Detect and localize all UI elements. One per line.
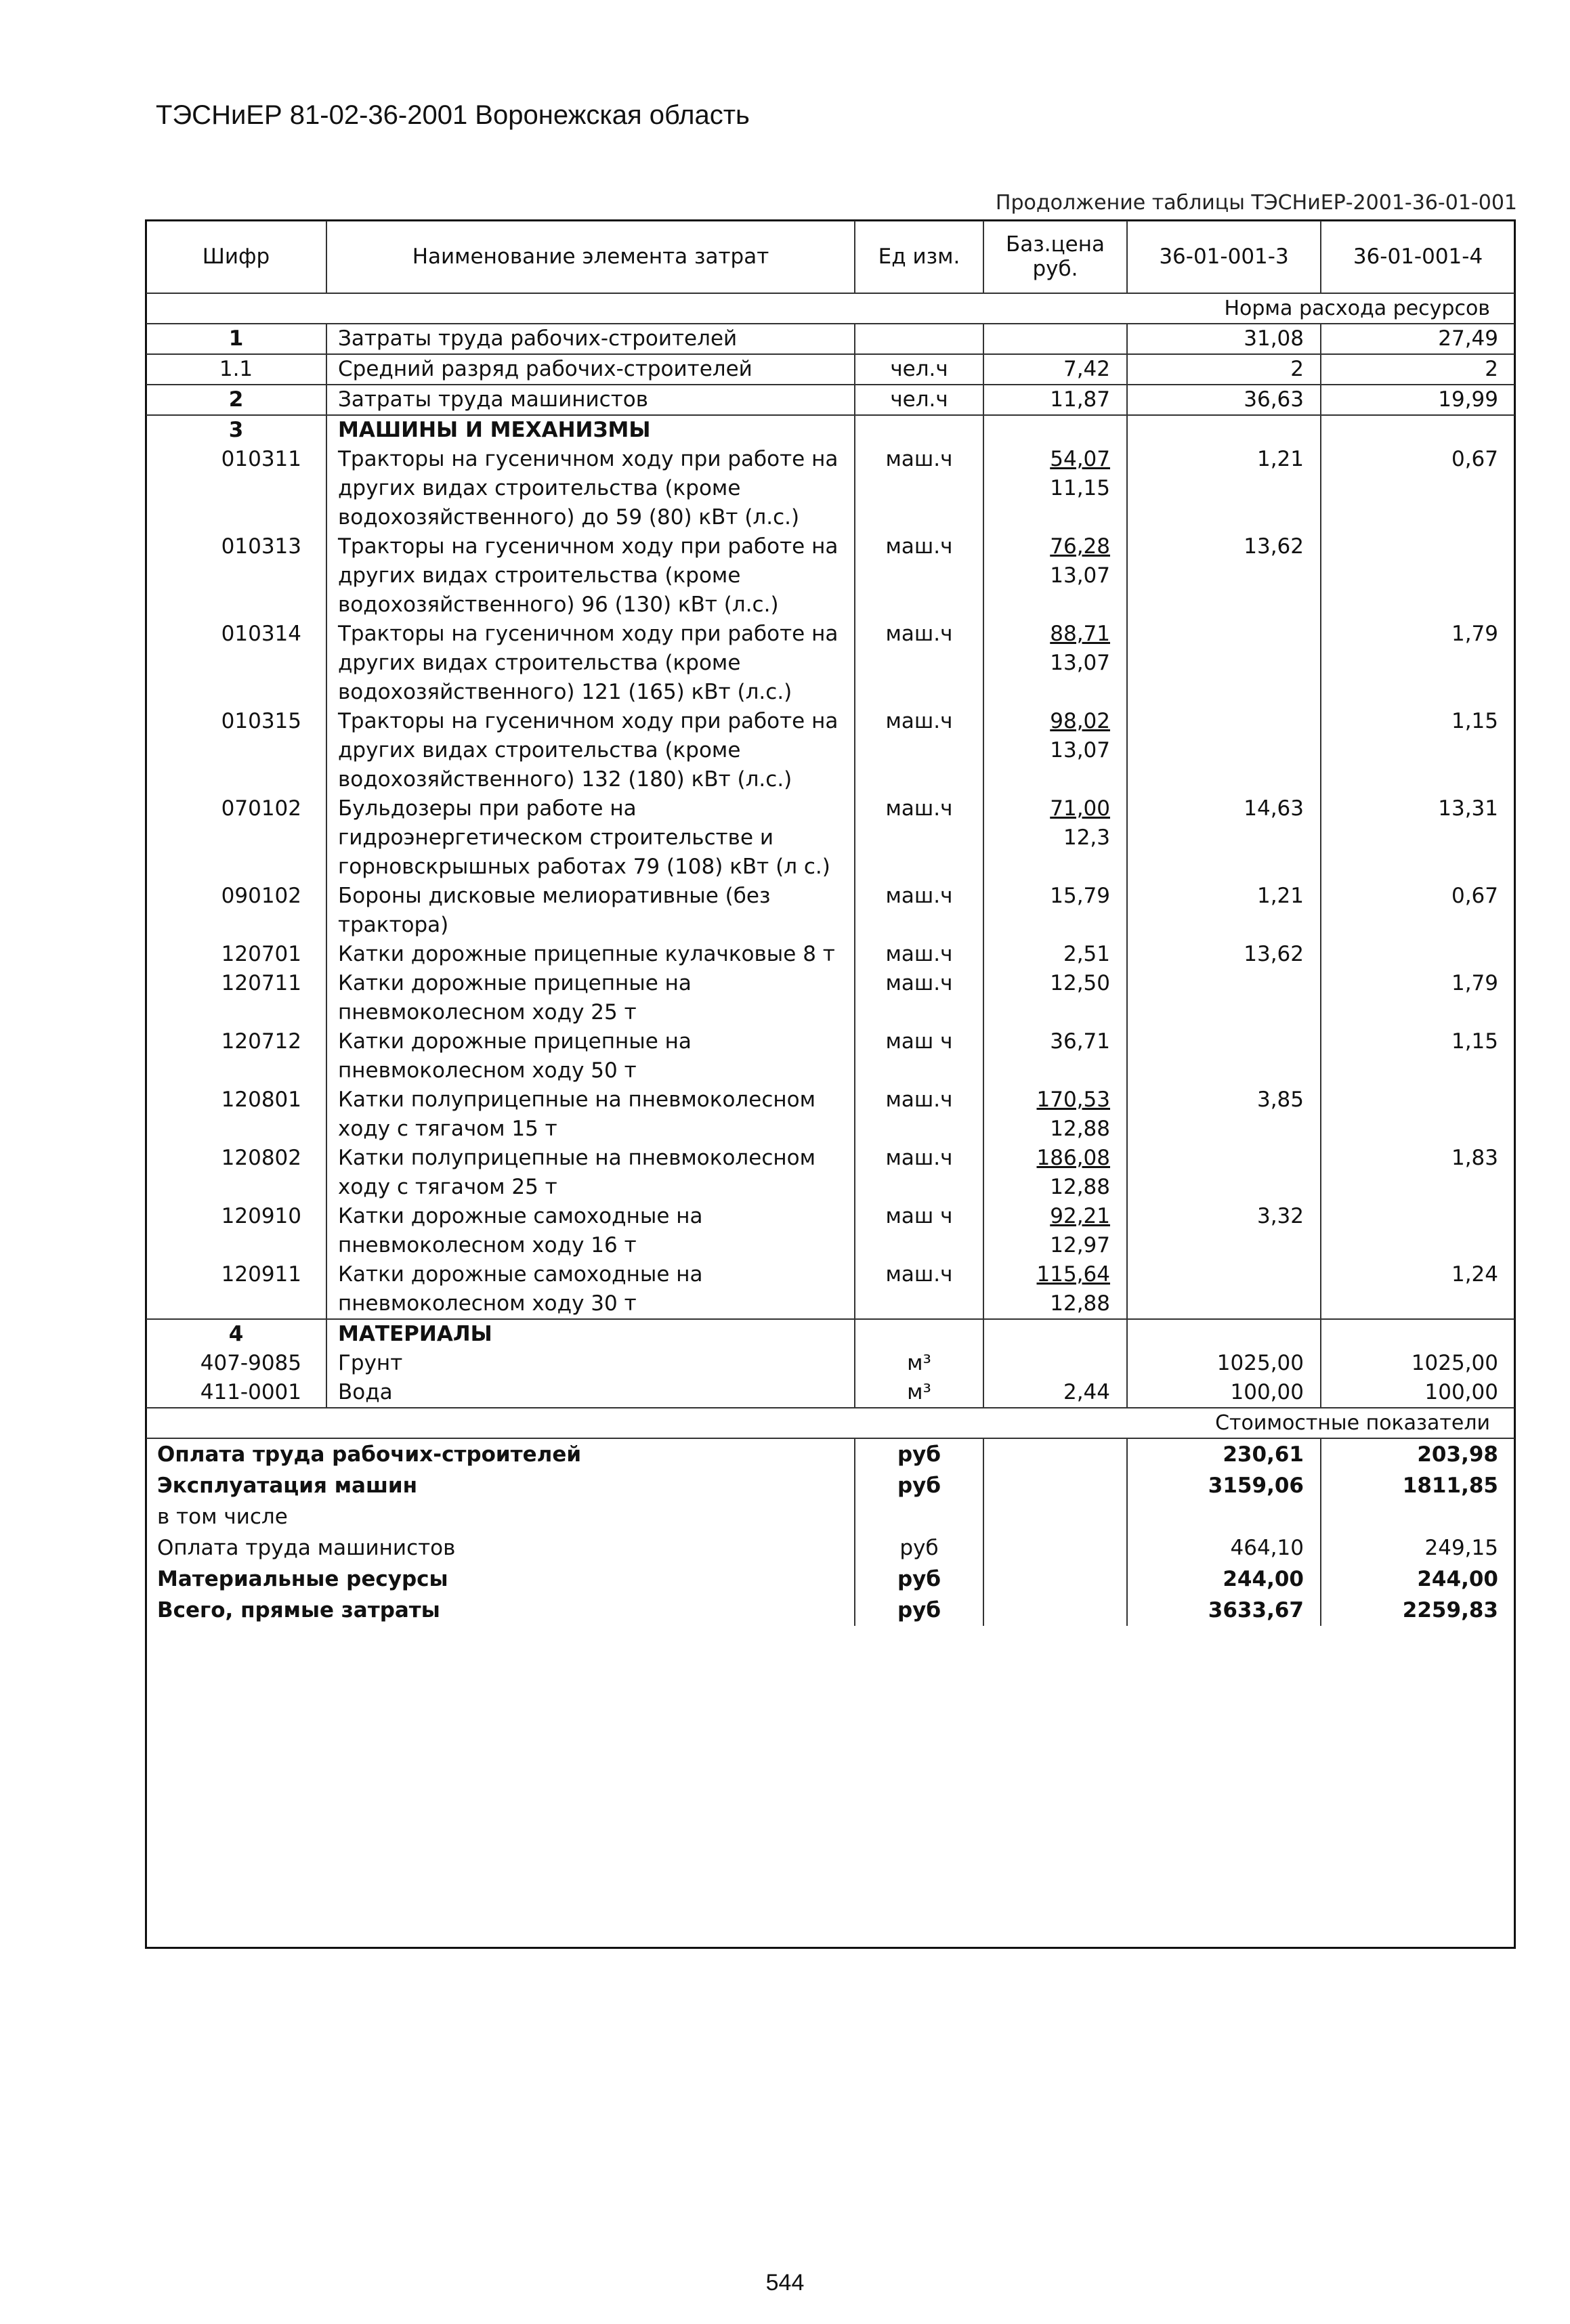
row-name: Затраты труда машинистов — [326, 385, 855, 415]
page-number: 544 — [765, 2270, 805, 2296]
material-code: 411-0001 — [200, 1380, 301, 1404]
row-value-4: 27,49 — [1321, 324, 1514, 354]
machine-operator-price: 13,07 — [1050, 738, 1110, 762]
labor-row — [146, 385, 1514, 415]
machine-price — [983, 794, 1127, 882]
section-code: 4 — [146, 1319, 326, 1349]
row-code: 1.1 — [146, 354, 326, 385]
machine-unit: маш.ч — [855, 1260, 983, 1319]
machine-value-3 — [1127, 620, 1321, 707]
material-value-3: 1025,00 — [1127, 1349, 1321, 1378]
machine-code: 090102 — [221, 884, 301, 908]
col-header-36-01-001-3: 36-01-001-3 — [1127, 221, 1321, 293]
empty-cell — [983, 1438, 1127, 1470]
machine-base-price: 76,28 — [1050, 534, 1110, 559]
labor-row — [146, 354, 1514, 385]
machine-row — [146, 1144, 1514, 1202]
row-value-4: 19,99 — [1321, 385, 1514, 415]
machine-code: 070102 — [221, 796, 301, 821]
machine-unit: маш.ч — [855, 532, 983, 620]
machine-code: 120701 — [221, 942, 301, 966]
machine-price — [983, 1144, 1127, 1202]
resource-norms-table — [146, 221, 1514, 1626]
col-header-code: Шифр — [202, 244, 270, 269]
summary-unit: руб — [855, 1595, 983, 1626]
machine-code: 120802 — [221, 1146, 301, 1170]
machine-base-price: 186,08 — [1036, 1146, 1110, 1170]
machine-code: 120910 — [221, 1204, 301, 1228]
summary-label: Всего, прямые затраты — [157, 1598, 440, 1622]
cost-band-row-label: Стоимостные показатели — [146, 1408, 1514, 1438]
machine-row — [146, 532, 1514, 620]
machine-value-4: 1,15 — [1321, 707, 1514, 794]
material-code: 407-9085 — [200, 1351, 301, 1375]
machines-section-row — [146, 415, 1514, 445]
machine-value-3 — [1127, 1144, 1321, 1202]
machine-row — [146, 1260, 1514, 1319]
machine-price — [983, 532, 1127, 620]
machine-value-3: 1,21 — [1127, 445, 1321, 532]
norm-band-row — [146, 293, 1514, 324]
summary-value-4: 2259,83 — [1321, 1595, 1514, 1626]
machine-unit: маш.ч — [855, 620, 983, 707]
col-header-name: Наименование элемента затрат — [326, 221, 855, 293]
machine-price — [983, 445, 1127, 532]
machine-value-4 — [1321, 1202, 1514, 1260]
machine-value-3: 13,62 — [1127, 940, 1321, 969]
labor-row — [146, 324, 1514, 354]
machine-price — [983, 620, 1127, 707]
machine-base-price: 98,02 — [1050, 709, 1110, 733]
empty-cell — [855, 415, 983, 445]
summary-unit: руб — [855, 1532, 983, 1564]
table-body — [146, 293, 1514, 1626]
col-header-36-01-001-4: 36-01-001-4 — [1321, 221, 1514, 293]
summary-label: Оплата труда машинистов — [157, 1536, 456, 1560]
row-price: 11,87 — [983, 385, 1127, 415]
machine-name: Катки дорожные самоходные на пневмоколесном ходу 16 т — [326, 1202, 855, 1260]
machine-base-price: 115,64 — [1036, 1262, 1110, 1287]
machine-name: Тракторы на гусеничном ходу при работе на других видах строительства (кроме водохозяйственного) 121 (165) кВт (л.с.) — [326, 620, 855, 707]
machine-value-4: 1,79 — [1321, 620, 1514, 707]
material-name: Грунт — [326, 1349, 855, 1378]
machine-unit: маш.ч — [855, 794, 983, 882]
machine-row — [146, 445, 1514, 532]
summary-value-4 — [1321, 1501, 1514, 1532]
summary-value-4: 249,15 — [1321, 1532, 1514, 1564]
summary-value-3: 244,00 — [1127, 1564, 1321, 1595]
machine-name: Катки дорожные прицепные на пневмоколесном ходу 25 т — [326, 969, 855, 1027]
machine-operator-price: 12,88 — [1050, 1175, 1110, 1199]
machine-code: 120711 — [221, 971, 301, 995]
machine-name: Бульдозеры при работе на гидроэнергетическом строительстве и горновскрышных работах 79 (108) кВт (л с.) — [326, 794, 855, 882]
empty-cell — [1321, 1319, 1514, 1349]
table-continuation-caption: Продолжение таблицы ТЭСНиЕР-2001-36-01-001 — [995, 191, 1517, 215]
machine-price — [983, 707, 1127, 794]
summary-row — [146, 1564, 1514, 1595]
material-value-3: 100,00 — [1127, 1378, 1321, 1408]
summary-row — [146, 1470, 1514, 1501]
machine-price — [983, 1027, 1127, 1085]
empty-cell — [1127, 415, 1321, 445]
norm-band-row-label: Норма расхода ресурсов — [146, 293, 1514, 324]
machine-row — [146, 969, 1514, 1027]
row-price: 7,42 — [983, 354, 1127, 385]
machine-value-4: 1,24 — [1321, 1260, 1514, 1319]
empty-cell — [983, 1470, 1127, 1501]
machine-row — [146, 1085, 1514, 1144]
summary-label: Материальные ресурсы — [157, 1567, 448, 1591]
machine-value-4: 13,31 — [1321, 794, 1514, 882]
machine-unit: маш.ч — [855, 940, 983, 969]
machine-operator-price: 12,97 — [1050, 1233, 1110, 1257]
machine-operator-price: 11,15 — [1050, 476, 1110, 500]
summary-unit: руб — [855, 1438, 983, 1470]
machine-code: 120911 — [221, 1262, 301, 1287]
machine-name: Тракторы на гусеничном ходу при работе на других видах строительства (кроме водохозяйственного) 132 (180) кВт (л.с.) — [326, 707, 855, 794]
summary-label: Оплата труда рабочих-строителей — [157, 1442, 582, 1467]
empty-cell — [983, 1501, 1127, 1532]
empty-cell — [1321, 415, 1514, 445]
machine-operator-price: 13,07 — [1050, 563, 1110, 588]
machine-price — [983, 1202, 1127, 1260]
machine-code: 010314 — [221, 622, 301, 646]
machine-base-price: 36,71 — [1050, 1029, 1110, 1054]
summary-row — [146, 1501, 1514, 1532]
machine-unit: маш.ч — [855, 1085, 983, 1144]
machine-code: 120801 — [221, 1088, 301, 1112]
empty-cell — [983, 415, 1127, 445]
row-unit: чел.ч — [855, 354, 983, 385]
summary-value-3: 3633,67 — [1127, 1595, 1321, 1626]
summary-value-4: 244,00 — [1321, 1564, 1514, 1595]
empty-cell — [983, 1319, 1127, 1349]
machine-name: Тракторы на гусеничном ходу при работе на других видах строительства (кроме водохозяйственного) 96 (130) кВт (л.с.) — [326, 532, 855, 620]
empty-cell — [1127, 1319, 1321, 1349]
machine-operator-price: 12,88 — [1050, 1291, 1110, 1316]
machine-operator-price: 12,3 — [1063, 825, 1110, 850]
materials-section-row — [146, 1319, 1514, 1349]
machine-value-4: 1,15 — [1321, 1027, 1514, 1085]
machine-value-3: 3,32 — [1127, 1202, 1321, 1260]
machine-price — [983, 1260, 1127, 1319]
machine-value-3: 14,63 — [1127, 794, 1321, 882]
machine-base-price: 54,07 — [1050, 447, 1110, 471]
machine-row — [146, 707, 1514, 794]
machine-value-3 — [1127, 707, 1321, 794]
summary-value-3: 230,61 — [1127, 1438, 1321, 1470]
material-price — [983, 1349, 1127, 1378]
empty-cell — [983, 1532, 1127, 1564]
machine-value-4: 1,83 — [1321, 1144, 1514, 1202]
empty-cell — [983, 1564, 1127, 1595]
machine-name: Катки дорожные самоходные на пневмоколесном ходу 30 т — [326, 1260, 855, 1319]
machine-base-price: 15,79 — [1050, 884, 1110, 908]
machine-base-price: 88,71 — [1050, 622, 1110, 646]
machine-value-4 — [1321, 532, 1514, 620]
summary-unit: руб — [855, 1564, 983, 1595]
machine-code: 120712 — [221, 1029, 301, 1054]
material-unit: м³ — [855, 1349, 983, 1378]
section-code: 3 — [228, 418, 244, 442]
machine-value-3: 1,21 — [1127, 882, 1321, 940]
machine-value-3 — [1127, 1260, 1321, 1319]
machine-value-4 — [1321, 1085, 1514, 1144]
table-header-row — [146, 221, 1514, 293]
material-value-4: 1025,00 — [1321, 1349, 1514, 1378]
material-row — [146, 1378, 1514, 1408]
summary-value-3: 3159,06 — [1127, 1470, 1321, 1501]
machine-value-3 — [1127, 1027, 1321, 1085]
machine-value-3 — [1127, 969, 1321, 1027]
material-unit: м³ — [855, 1378, 983, 1408]
row-name: Средний разряд рабочих-строителей — [326, 354, 855, 385]
machine-unit: маш.ч — [855, 707, 983, 794]
machine-value-4 — [1321, 940, 1514, 969]
machine-row — [146, 940, 1514, 969]
machine-row — [146, 620, 1514, 707]
row-name: Затраты труда рабочих-строителей — [326, 324, 855, 354]
material-price: 2,44 — [983, 1378, 1127, 1408]
section-title: МАШИНЫ И МЕХАНИЗМЫ — [326, 415, 855, 445]
col-header-unit: Ед изм. — [855, 221, 983, 293]
material-name: Вода — [326, 1378, 855, 1408]
machine-price — [983, 1085, 1127, 1144]
section-title: МАТЕРИАЛЫ — [326, 1319, 855, 1349]
document-header: ТЭСНиЕР 81-02-36-2001 Воронежская область — [156, 100, 750, 130]
row-unit — [855, 324, 983, 354]
machine-name: Катки дорожные прицепные кулачковые 8 т — [326, 940, 855, 969]
machine-row — [146, 1202, 1514, 1260]
summary-row — [146, 1532, 1514, 1564]
machine-unit: маш ч — [855, 1202, 983, 1260]
summary-value-4: 1811,85 — [1321, 1470, 1514, 1501]
col-header-price: Баз.цена руб. — [983, 221, 1127, 293]
machine-code: 010315 — [221, 709, 301, 733]
machine-row — [146, 882, 1514, 940]
machine-value-3: 13,62 — [1127, 532, 1321, 620]
machine-name: Катки полуприцепные на пневмоколесном ходу с тягачом 25 т — [326, 1144, 855, 1202]
machine-unit: маш ч — [855, 1027, 983, 1085]
machine-unit: маш.ч — [855, 969, 983, 1027]
empty-cell — [983, 1595, 1127, 1626]
summary-unit — [855, 1501, 983, 1532]
row-code: 1 — [146, 324, 326, 354]
machine-price — [983, 882, 1127, 940]
row-value-3: 36,63 — [1127, 385, 1321, 415]
machine-code: 010311 — [221, 447, 301, 471]
machine-unit: маш.ч — [855, 1144, 983, 1202]
row-value-4: 2 — [1321, 354, 1514, 385]
summary-unit: руб — [855, 1470, 983, 1501]
machine-unit: маш.ч — [855, 445, 983, 532]
machine-price — [983, 940, 1127, 969]
machine-value-4: 0,67 — [1321, 882, 1514, 940]
machine-operator-price: 13,07 — [1050, 651, 1110, 675]
material-value-4: 100,00 — [1321, 1378, 1514, 1408]
machine-name: Катки дорожные прицепные на пневмоколесном ходу 50 т — [326, 1027, 855, 1085]
summary-label: в том числе — [157, 1505, 288, 1529]
row-value-3: 31,08 — [1127, 324, 1321, 354]
row-unit: чел.ч — [855, 385, 983, 415]
machine-value-4: 1,79 — [1321, 969, 1514, 1027]
summary-value-3 — [1127, 1501, 1321, 1532]
machine-unit: маш.ч — [855, 882, 983, 940]
machine-base-price: 170,53 — [1036, 1088, 1110, 1112]
machine-value-4: 0,67 — [1321, 445, 1514, 532]
row-price — [983, 324, 1127, 354]
machine-row — [146, 794, 1514, 882]
machine-row — [146, 1027, 1514, 1085]
summary-label: Эксплуатация машин — [157, 1473, 418, 1498]
summary-row — [146, 1595, 1514, 1626]
machine-base-price: 2,51 — [1063, 942, 1110, 966]
material-row — [146, 1349, 1514, 1378]
machine-operator-price: 12,88 — [1050, 1117, 1110, 1141]
summary-value-3: 464,10 — [1127, 1532, 1321, 1564]
summary-value-4: 203,98 — [1321, 1438, 1514, 1470]
empty-cell — [855, 1319, 983, 1349]
cost-band-row — [146, 1408, 1514, 1438]
machine-value-3: 3,85 — [1127, 1085, 1321, 1144]
machine-base-price: 12,50 — [1050, 971, 1110, 995]
summary-row — [146, 1438, 1514, 1470]
machine-base-price: 92,21 — [1050, 1204, 1110, 1228]
machine-name: Бороны дисковые мелиоративные (без трактора) — [326, 882, 855, 940]
row-value-3: 2 — [1127, 354, 1321, 385]
machine-name: Тракторы на гусеничном ходу при работе на других видах строительства (кроме водохозяйственного) до 59 (80) кВт (л.с.) — [326, 445, 855, 532]
row-code: 2 — [146, 385, 326, 415]
machine-base-price: 71,00 — [1050, 796, 1110, 821]
machine-name: Катки полуприцепные на пневмоколесном ходу с тягачом 15 т — [326, 1085, 855, 1144]
machine-code: 010313 — [221, 534, 301, 559]
machine-price — [983, 969, 1127, 1027]
